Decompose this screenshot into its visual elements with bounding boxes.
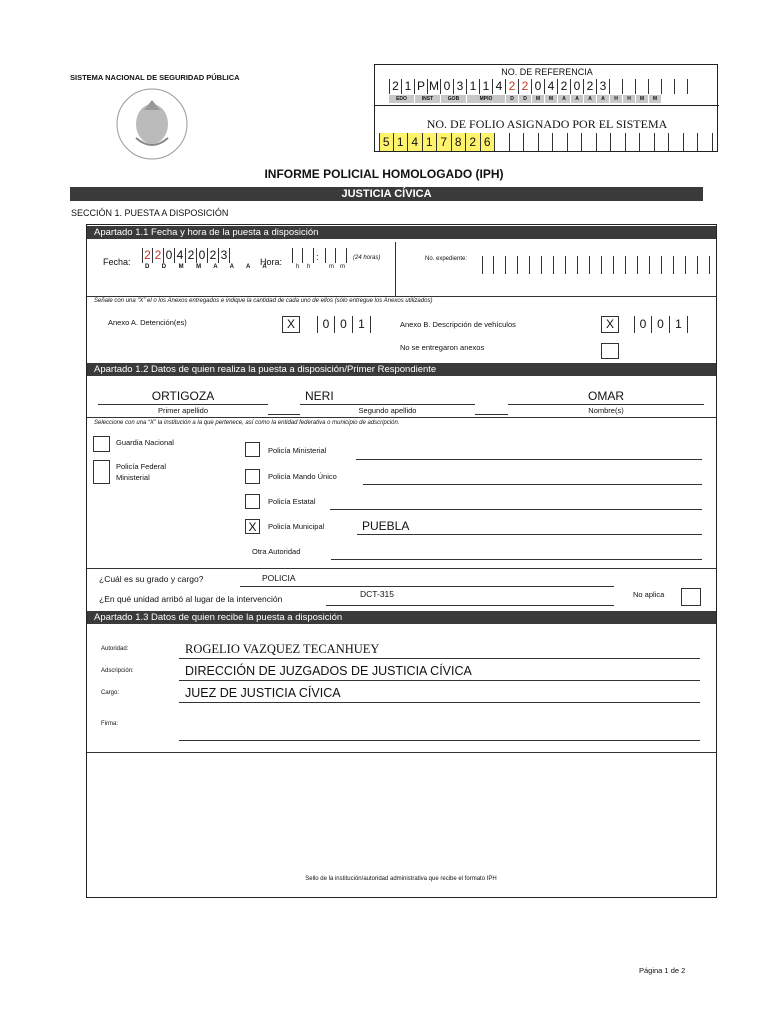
ref-cell[interactable]: 2 <box>584 79 597 94</box>
expediente-cell[interactable] <box>542 256 554 274</box>
expediente-cell[interactable] <box>530 256 542 274</box>
expediente-cell[interactable] <box>578 256 590 274</box>
expediente-cell[interactable] <box>590 256 602 274</box>
anexo-b-qty <box>634 316 688 333</box>
ref-cell[interactable]: P <box>415 79 428 94</box>
hora-sub: m <box>340 264 345 270</box>
fecha-cell[interactable]: 2 <box>153 248 164 263</box>
ap13-bar: Apartado 1.3 Datos de quien recibe la puesta a disposición <box>87 611 716 624</box>
folio-cell[interactable] <box>539 133 554 151</box>
primer-apellido-value[interactable]: ORTIGOZA <box>151 389 215 403</box>
firma-label: Firma: <box>101 721 118 727</box>
folio-cell[interactable] <box>568 133 583 151</box>
ref-sublabel: M <box>636 95 648 103</box>
expediente-cell[interactable] <box>554 256 566 274</box>
expediente-cell[interactable] <box>506 256 518 274</box>
page-title: INFORME POLICIAL HOMOLOGADO (IPH) <box>264 167 504 181</box>
ref-sublabel: A <box>584 95 596 103</box>
no-aplica-checkbox[interactable] <box>681 588 701 606</box>
folio-cell[interactable] <box>510 133 525 151</box>
anexo-a-label: Anexo A. Detención(es) <box>108 318 187 327</box>
folio-cell[interactable] <box>655 133 670 151</box>
ref-cell[interactable]: M <box>429 79 439 93</box>
reference-panel <box>374 64 718 152</box>
ref-cell[interactable] <box>675 79 688 94</box>
nombre-label: Nombre(s) <box>588 406 624 415</box>
fecha-cell[interactable]: 2 <box>208 248 219 263</box>
folio-cell[interactable]: 7 <box>437 133 452 151</box>
mando-label: Policía Mando Único <box>268 472 337 481</box>
expediente-label: No. expediente: <box>424 256 468 262</box>
autoridad-value[interactable]: ROGELIO VAZQUEZ TECANHUEY <box>185 642 380 656</box>
unidad-question: ¿En qué unidad arribó al lugar de la intervención <box>99 594 283 604</box>
anexo-b-qty-cell[interactable]: 0 <box>652 316 670 333</box>
anexo-a-qty <box>317 316 371 333</box>
fecha-cell[interactable]: 2 <box>186 248 197 263</box>
folio-cell[interactable] <box>640 133 655 151</box>
expediente-cell[interactable] <box>686 256 698 274</box>
ref-cell[interactable]: 1 <box>402 79 415 94</box>
ref-sublabel: EDO <box>389 95 414 103</box>
reference-cells <box>389 79 688 94</box>
ref-cell[interactable]: 2 <box>506 79 519 94</box>
hora-sub: h <box>307 264 311 270</box>
folio-cell[interactable]: 4 <box>408 133 423 151</box>
fecha-cell[interactable]: 2 <box>142 248 153 263</box>
folio-cell[interactable]: 6 <box>481 133 496 151</box>
fecha-cell[interactable]: 3 <box>219 248 230 263</box>
segundo-apellido-value[interactable]: NERI <box>305 389 334 403</box>
fecha-sub: D D M M A A A A <box>145 264 273 270</box>
grado-value[interactable]: POLICIA <box>262 573 296 583</box>
municipal-value[interactable]: PUEBLA <box>362 519 410 533</box>
fecha-label: Fecha: <box>103 257 131 267</box>
fecha-cell[interactable]: 0 <box>164 248 175 263</box>
folio-cell[interactable]: 1 <box>394 133 409 151</box>
folio-cell[interactable] <box>611 133 626 151</box>
ref-sublabel: D <box>506 95 518 103</box>
grado-question: ¿Cuál es su grado y cargo? <box>99 574 204 584</box>
ref-cell[interactable] <box>649 79 662 94</box>
expediente-cell[interactable] <box>626 256 638 274</box>
fecha-cell[interactable]: 4 <box>175 248 186 263</box>
folio-cell[interactable] <box>669 133 684 151</box>
ref-sublabel: D <box>519 95 531 103</box>
fecha-cell[interactable]: 0 <box>197 248 208 263</box>
adscripcion-label: Adscripción: <box>101 668 134 674</box>
ref-sublabel: A <box>571 95 583 103</box>
segundo-apellido-label: Segundo apellido <box>358 406 417 415</box>
hora-cell[interactable] <box>303 248 314 263</box>
folio-title: NO. DE FOLIO ASIGNADO POR EL SISTEMA <box>426 117 668 131</box>
ref-cell[interactable]: 0 <box>571 79 584 94</box>
anexo-a-qty-cell[interactable]: 0 <box>317 316 335 333</box>
expediente-cell[interactable] <box>614 256 626 274</box>
ap11-bar: Apartado 1.1 Fecha y hora de la puesta a disposición <box>87 226 716 239</box>
ref-sublabel: INST <box>415 95 440 103</box>
minute-cell[interactable] <box>336 248 347 263</box>
hora-note: (24 horas) <box>353 255 381 261</box>
ref-sublabel: MPIO <box>467 95 505 103</box>
no-aplica-label: No aplica <box>633 590 665 599</box>
ref-cell[interactable]: 1 <box>467 79 480 94</box>
folio-cell[interactable] <box>495 133 510 151</box>
institucion-note: Seleccione con una “X” la institución a la que pertenece, así como la entidad federativa o municipio de adscripción. <box>94 420 400 426</box>
unidad-value[interactable]: DCT-315 <box>360 589 395 599</box>
ref-sublabel: H <box>623 95 635 103</box>
primer-apellido-label: Primer apellido <box>157 406 209 415</box>
expediente-cell[interactable] <box>698 256 710 274</box>
anexo-b-qty-cell[interactable]: 0 <box>634 316 652 333</box>
expediente-cell[interactable] <box>674 256 686 274</box>
ref-sublabel: H <box>610 95 622 103</box>
ref-sublabel: M <box>532 95 544 103</box>
ref-cell[interactable] <box>662 79 675 94</box>
folio-cell[interactable] <box>597 133 612 151</box>
federal-checkbox[interactable] <box>93 460 110 484</box>
no-anexos-label: No se entregaron anexos <box>400 343 485 352</box>
ref-sublabel: GOB <box>441 95 466 103</box>
anexo-b-checkbox[interactable]: X <box>601 316 619 333</box>
estatal-checkbox[interactable] <box>245 494 260 509</box>
hora-label: Hora: <box>260 257 283 267</box>
hora-sub: h <box>296 264 300 270</box>
minute-cells <box>325 248 347 263</box>
anexo-b-qty-cell[interactable]: 1 <box>670 316 688 333</box>
expediente-cell[interactable] <box>650 256 662 274</box>
ref-cell[interactable] <box>623 79 636 94</box>
anexo-b-label: Anexo B. Descripción de vehículos <box>400 320 516 329</box>
expediente-cell[interactable] <box>602 256 614 274</box>
mando-checkbox[interactable] <box>245 469 260 484</box>
folio-cell[interactable] <box>684 133 699 151</box>
ref-cell[interactable] <box>610 79 623 94</box>
ref-sublabel: A <box>558 95 570 103</box>
ref-cell[interactable]: 1 <box>480 79 493 94</box>
ministerial-checkbox[interactable] <box>245 442 260 457</box>
hora-sep: : <box>316 252 319 262</box>
firma-line[interactable] <box>179 740 700 741</box>
estatal-label: Policía Estatal <box>268 497 316 506</box>
expediente-cell[interactable] <box>566 256 578 274</box>
guardia-checkbox[interactable] <box>93 436 110 452</box>
folio-cell[interactable] <box>524 133 539 151</box>
fecha-cells <box>142 248 230 263</box>
minute-cell[interactable] <box>325 248 336 263</box>
ref-sublabel: M <box>649 95 661 103</box>
hora-cells <box>292 248 314 263</box>
folio-cell[interactable] <box>626 133 641 151</box>
no-anexos-checkbox[interactable] <box>601 343 619 359</box>
expediente-cells <box>482 256 710 274</box>
expediente-cell[interactable] <box>662 256 674 274</box>
sello-caption: Sello de la institución/autoridad administrativa que recibe el formato IPH <box>305 876 497 882</box>
folio-cell[interactable]: 8 <box>452 133 467 151</box>
cargo-label: Cargo: <box>101 690 120 696</box>
anexo-a-qty-cell[interactable]: 0 <box>335 316 353 333</box>
ap12-bar: Apartado 1.2 Datos de quien realiza la puesta a disposición/Primer Respondiente <box>87 363 716 376</box>
ministerial-label: Policía Ministerial <box>268 446 327 455</box>
folio-cell[interactable]: 2 <box>466 133 481 151</box>
municipal-label: Policía Municipal <box>268 522 325 531</box>
ref-cell[interactable]: 0 <box>532 79 545 94</box>
ref-cell[interactable]: 3 <box>454 79 467 94</box>
expediente-cell[interactable] <box>638 256 650 274</box>
expediente-cell[interactable] <box>494 256 506 274</box>
anexos-note: Señale con una “X” el o los Anexos entregados e indique la cantidad de cada uno de ellos (sólo entregue los Anexos utilizados) <box>94 298 433 304</box>
ref-sublabel: A <box>597 95 609 103</box>
folio-cell[interactable]: 5 <box>379 133 394 151</box>
agency-name: SISTEMA NACIONAL DE SEGURIDAD PÚBLICA <box>70 73 240 82</box>
expediente-cell[interactable] <box>482 256 494 274</box>
hora-cell[interactable] <box>292 248 303 263</box>
otra-label: Otra Autoridad <box>252 547 301 556</box>
municipal-checkbox[interactable]: X <box>245 519 260 534</box>
autoridad-label: Autoridad: <box>101 646 129 652</box>
ref-sublabel: M <box>545 95 557 103</box>
guardia-label: Guardia Nacional <box>116 438 174 447</box>
expediente-cell[interactable] <box>518 256 530 274</box>
coat-of-arms-seal <box>114 86 190 162</box>
ref-cell[interactable]: 4 <box>545 79 558 94</box>
folio-cell[interactable] <box>698 133 713 151</box>
anexo-a-qty-cell[interactable]: 1 <box>353 316 371 333</box>
folio-cell[interactable] <box>582 133 597 151</box>
subtitle-bar: JUSTICIA CÍVICA <box>70 187 703 201</box>
ref-cell[interactable]: 0 <box>441 79 454 94</box>
folio-cell[interactable] <box>553 133 568 151</box>
cargo-value[interactable]: JUEZ DE JUSTICIA CÍVICA <box>185 686 341 700</box>
hora-sub: m <box>329 264 334 270</box>
ref-cell[interactable]: 4 <box>493 79 506 94</box>
ref-cell[interactable]: 3 <box>597 79 610 94</box>
page-number: Página 1 de 2 <box>639 966 686 975</box>
adscripcion-value[interactable]: DIRECCIÓN DE JUZGADOS DE JUSTICIA CÍVICA <box>185 664 472 678</box>
nombre-value[interactable]: OMAR <box>588 389 624 403</box>
ref-cell[interactable] <box>636 79 649 94</box>
ref-cell[interactable]: 2 <box>519 79 532 94</box>
anexo-a-checkbox[interactable]: X <box>282 316 300 333</box>
ref-title: NO. DE REFERENCIA <box>501 67 593 77</box>
folio-cells <box>379 133 713 151</box>
federal-label: Policía Federal Ministerial <box>116 462 167 482</box>
ref-cell[interactable]: 2 <box>558 79 571 94</box>
folio-cell[interactable]: 1 <box>423 133 438 151</box>
ref-cell[interactable]: 2 <box>389 79 402 94</box>
section1-title: SECCIÓN 1. PUESTA A DISPOSICIÓN <box>71 208 229 218</box>
